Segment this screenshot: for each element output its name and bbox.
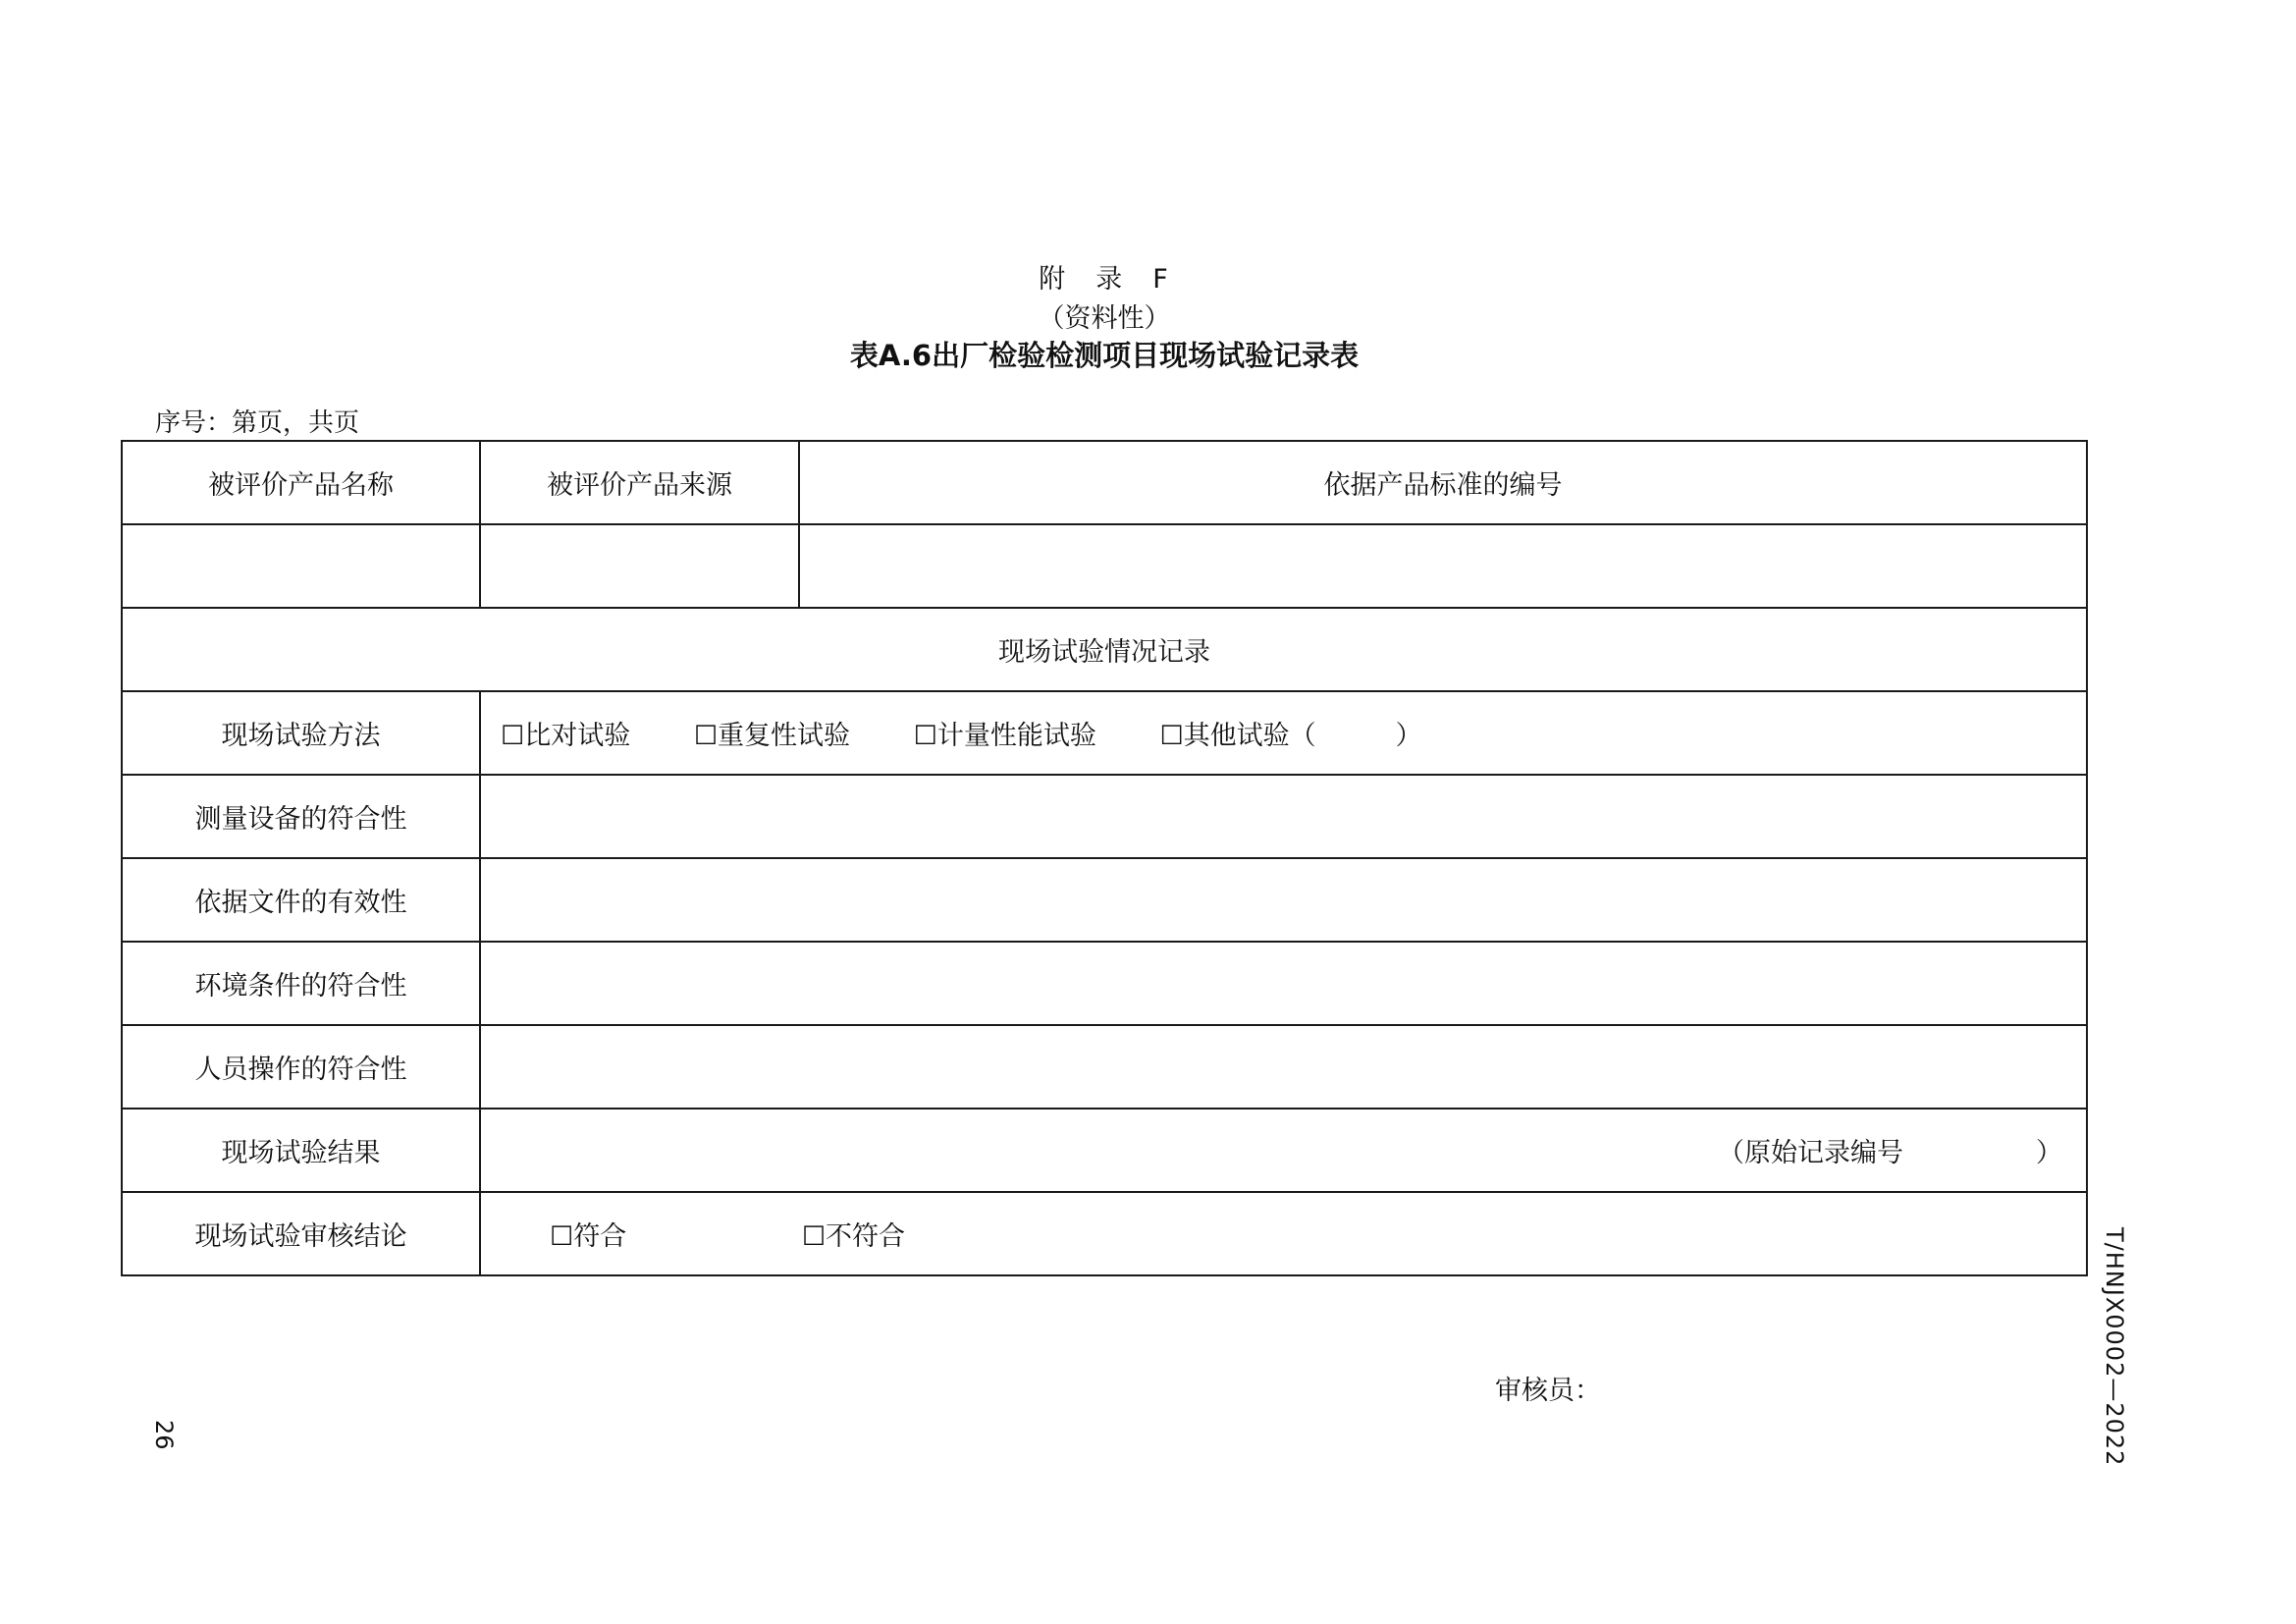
row-label: 测量设备的符合性 <box>122 775 480 858</box>
row-label: 依据文件的有效性 <box>122 858 480 942</box>
table-row <box>122 524 2087 608</box>
option-not-conforms[interactable]: ☐不符合 <box>801 1221 906 1252</box>
standard-code: T/HNJX0002—2022 <box>2101 1227 2128 1467</box>
table-row <box>122 1109 2087 1192</box>
table-row <box>122 942 2087 1025</box>
product-name-cell[interactable] <box>122 524 480 608</box>
result-label: 现场试验结果 <box>122 1109 480 1192</box>
standard-number-cell[interactable] <box>799 524 2087 608</box>
table-row <box>122 775 2087 858</box>
row-value-cell[interactable] <box>480 1025 2087 1109</box>
option-conforms[interactable]: ☐符合 <box>550 1221 627 1252</box>
header-standard-number: 依据产品标准的编号 <box>799 441 2087 524</box>
option-other-test[interactable]: ☐其他试验（ ） <box>1159 721 1422 751</box>
serial-number: 序号：第页，共页 <box>155 408 360 438</box>
appendix-heading: 附 录 F <box>1039 264 1170 295</box>
conclusion-options <box>480 1192 2087 1275</box>
record-form-table <box>121 440 2088 1276</box>
page-number: 26 <box>150 1420 178 1450</box>
auditor-signature-label: 审核员： <box>1495 1376 1601 1406</box>
table-row <box>122 691 2087 775</box>
option-repeatability-test[interactable]: ☐重复性试验 <box>693 721 851 751</box>
method-label: 现场试验方法 <box>122 691 480 775</box>
appendix-nature: （资料性） <box>1038 303 1171 334</box>
table-row <box>122 441 2087 524</box>
result-record-number[interactable]: （原始记录编号 ） <box>480 1109 2087 1192</box>
option-comparison-test[interactable]: ☐比对试验 <box>501 721 631 751</box>
header-product-source: 被评价产品来源 <box>480 441 799 524</box>
table-row <box>122 858 2087 942</box>
conclusion-label: 现场试验审核结论 <box>122 1192 480 1275</box>
row-value-cell[interactable] <box>480 858 2087 942</box>
header-product-name: 被评价产品名称 <box>122 441 480 524</box>
section-title: 现场试验情况记录 <box>122 608 2087 691</box>
method-options <box>480 691 2087 775</box>
row-label: 环境条件的符合性 <box>122 942 480 1025</box>
product-source-cell[interactable] <box>480 524 799 608</box>
table-title: 表A.6出厂检验检测项目现场试验记录表 <box>849 339 1360 372</box>
row-value-cell[interactable] <box>480 775 2087 858</box>
row-value-cell[interactable] <box>480 942 2087 1025</box>
table-row <box>122 1025 2087 1109</box>
table-row <box>122 1192 2087 1275</box>
table-row <box>122 608 2087 691</box>
row-label: 人员操作的符合性 <box>122 1025 480 1109</box>
option-metrology-test[interactable]: ☐计量性能试验 <box>913 721 1096 751</box>
